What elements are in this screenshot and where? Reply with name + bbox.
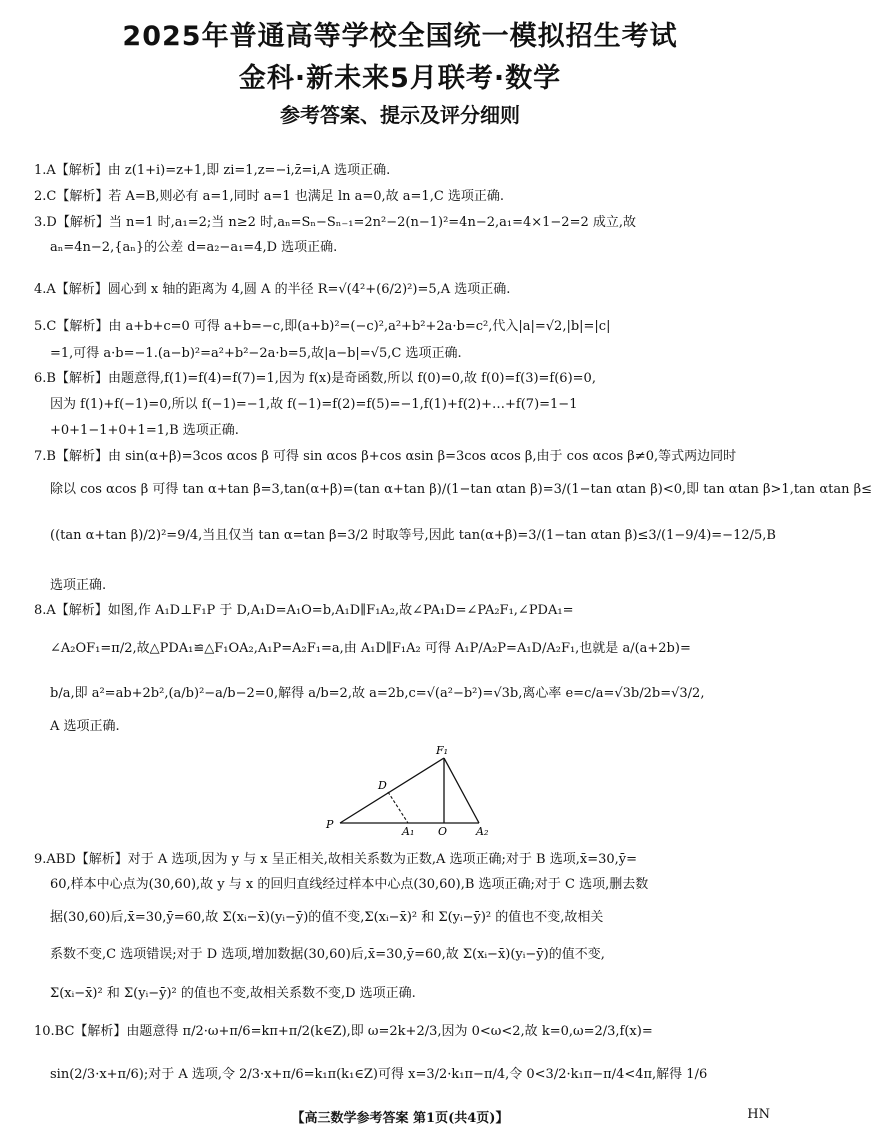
answer-6-cont-1: 因为 f(1)+f(−1)=0,所以 f(−1)=−1,故 f(−1)=f(2)=f(5)=−1,f(1)+f(2)+…+f(7)=1−1	[50, 397, 578, 412]
answer-5: 5.C【解析】由 a+b+c=0 可得 a+b=−c,即(a+b)²=(−c)²,a²+b²+2a·b=c²,代入|a|=√2,|b|=|c|	[34, 319, 611, 334]
answer-3-cont: aₙ=4n−2,{aₙ}的公差 d=a₂−a₁=4,D 选项正确.	[50, 240, 338, 255]
answer-8-cont-2: b/a,即 a²=ab+2b²,(a/b)²−a/b−2=0,解得 a/b=2,故 a=2b,c=√(a²−b²)=√3b,离心率 e=c/a=√3b/2b=√3/2,	[50, 686, 705, 701]
answer-6-cont-2: +0+1−1+0+1=1,B 选项正确.	[50, 423, 239, 438]
label-o: O	[438, 825, 448, 838]
answer-10: 10.BC【解析】由题意得 π/2·ω+π/6=kπ+π/2(k∈Z),即 ω=2k+2/3,因为 0<ω<2,故 k=0,ω=2/3,f(x)=	[34, 1024, 653, 1039]
label-p: P	[326, 818, 334, 831]
title-line-2: 金科·新未来5月联考·数学	[238, 63, 562, 94]
answer-9-cont-1: 60,样本中心点为(30,60),故 y 与 x 的回归直线经过样本中心点(30,60),B 选项正确;对于 C 选项,删去数	[50, 877, 649, 892]
page-footer: 【高三数学参考答案 第1页(共4页)】	[291, 1111, 509, 1126]
label-a2: A₂	[476, 825, 489, 838]
ellipse-geometry-diagram	[318, 744, 498, 836]
title-line-3: 参考答案、提示及评分细则	[280, 103, 520, 127]
answer-7-cont-1: 除以 cos αcos β 可得 tan α+tan β=3,tan(α+β)=(tan α+tan β)/(1−tan αtan β)=3/(1−tan αtan β)<0,即 tan αtan β>1,tan αtan β≤	[50, 482, 872, 497]
title-line-1: 2025年普通高等学校全国统一模拟招生考试	[122, 21, 678, 52]
answer-8-cont-3: A 选项正确.	[50, 719, 120, 734]
label-a1: A₁	[402, 825, 415, 838]
label-d: D	[378, 779, 387, 792]
region-code: HN	[747, 1107, 770, 1122]
answer-9-cont-4: Σ(xᵢ−x̄)² 和 Σ(yᵢ−ȳ)² 的值也不变,故相关系数不变,D 选项正确.	[50, 986, 416, 1001]
label-f1: F₁	[436, 744, 449, 757]
line-p-f1	[340, 758, 444, 823]
answer-3: 3.D【解析】当 n=1 时,a₁=2;当 n≥2 时,aₙ=Sₙ−Sₙ₋₁=2n²−2(n−1)²=4n−2,a₁=4×1−2=2 成立,故	[34, 215, 637, 230]
dashed-a1-d	[388, 792, 408, 823]
answer-6: 6.B【解析】由题意得,f(1)=f(4)=f(7)=1,因为 f(x)是奇函数,所以 f(0)=0,故 f(0)=f(3)=f(6)=0,	[34, 371, 596, 386]
answer-9: 9.ABD【解析】对于 A 选项,因为 y 与 x 呈正相关,故相关系数为正数,A 选项正确;对于 B 选项,x̄=30,ȳ=	[34, 852, 638, 867]
answer-7-cont-2: ((tan α+tan β)/2)²=9/4,当且仅当 tan α=tan β=3/2 时取等号,因此 tan(α+β)=3/(1−tan αtan β)≤3/(1−9/4)=−12/5,B	[50, 528, 776, 543]
answer-8-cont-1: ∠A₂OF₁=π/2,故△PDA₁≌△F₁OA₂,A₁P=A₂F₁=a,由 A₁D∥F₁A₂ 可得 A₁P/A₂P=A₁D/A₂F₁,也就是 a/(a+2b)=	[50, 641, 691, 656]
answer-9-cont-2: 据(30,60)后,x̄=30,ȳ=60,故 Σ(xᵢ−x̄)(yᵢ−ȳ)的值不变,Σ(xᵢ−x̄)² 和 Σ(yᵢ−ȳ)² 的值也不变,故相关	[50, 910, 604, 925]
answer-2: 2.C【解析】若 A=B,则必有 a=1,同时 a=1 也满足 ln a=0,故 a=1,C 选项正确.	[34, 189, 505, 204]
answer-5-cont: =1,可得 a·b=−1.(a−b)²=a²+b²−2a·b=5,故|a−b|=√5,C 选项正确.	[50, 346, 462, 361]
answer-4: 4.A【解析】圆心到 x 轴的距离为 4,圆 A 的半径 R=√(4²+(6/2)²)=5,A 选项正确.	[34, 282, 511, 297]
answer-8: 8.A【解析】如图,作 A₁D⊥F₁P 于 D,A₁D=A₁O=b,A₁D∥F₁A₂,故∠PA₁D=∠PA₂F₁,∠PDA₁=	[34, 603, 574, 618]
answer-7: 7.B【解析】由 sin(α+β)=3cos αcos β 可得 sin αcos β+cos αsin β=3cos αcos β,由于 cos αcos β≠0,等式两边同时	[34, 449, 737, 464]
answer-7-cont-3: 选项正确.	[50, 578, 107, 593]
answer-9-cont-3: 系数不变,C 选项错误;对于 D 选项,增加数据(30,60)后,x̄=30,ȳ=60,故 Σ(xᵢ−x̄)(yᵢ−ȳ)的值不变,	[50, 947, 605, 962]
answer-10-cont: sin(2/3·x+π/6);对于 A 选项,令 2/3·x+π/6=k₁π(k₁∈Z)可得 x=3/2·k₁π−π/4,令 0<3/2·k₁π−π/4<4π,解得 1/6	[50, 1067, 708, 1082]
line-f1-a2	[444, 758, 479, 823]
answer-1: 1.A【解析】由 z(1+i)=z+1,即 zi=1,z=−i,z̄=i,A 选项正确.	[34, 163, 391, 178]
